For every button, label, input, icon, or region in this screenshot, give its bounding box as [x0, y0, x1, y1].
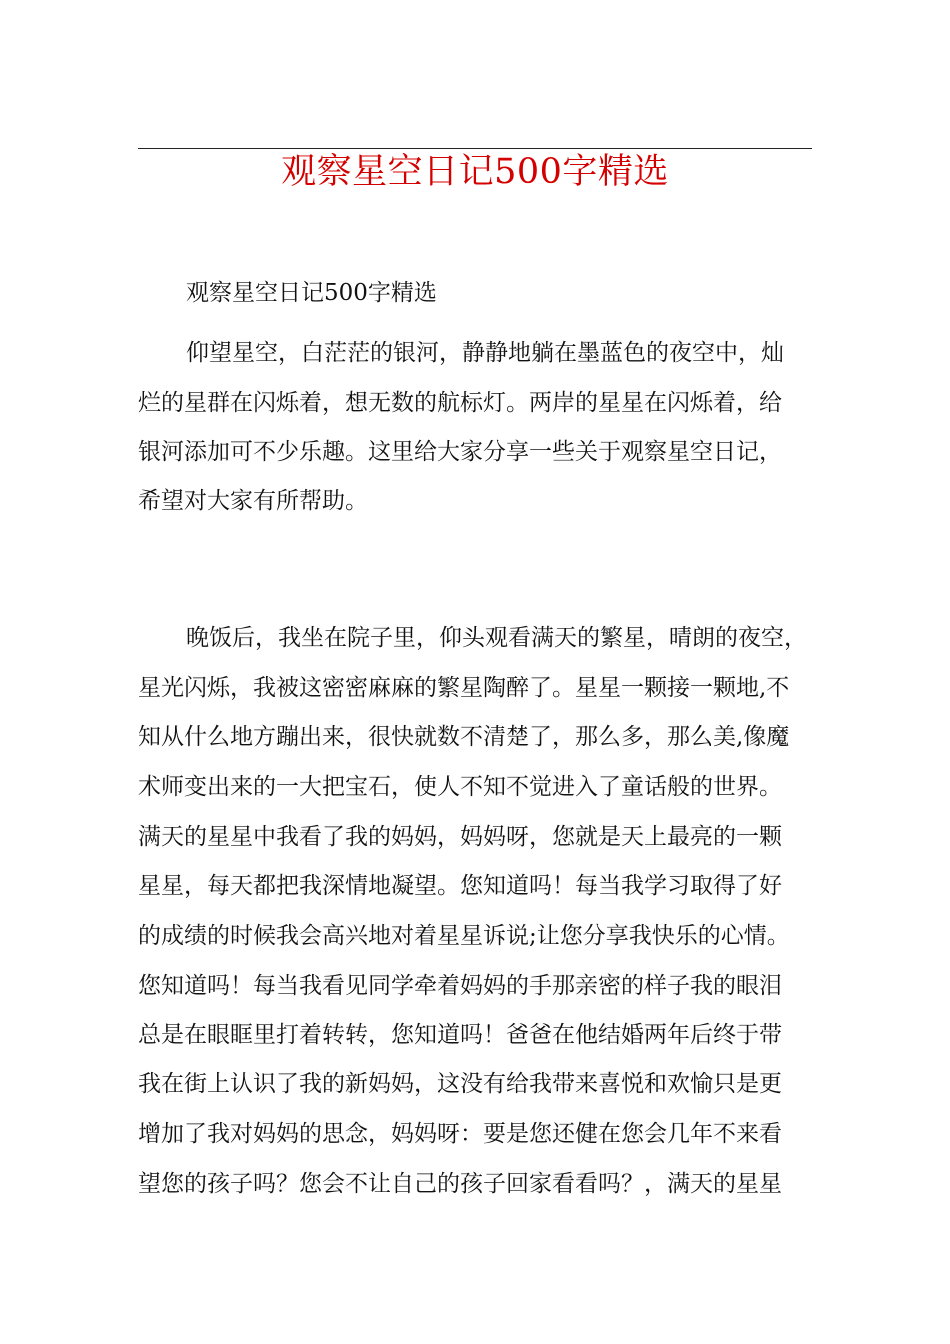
paragraph-line: 晚饭后，我坐在院子里，仰头观看满天的繁星，晴朗的夜空，	[186, 625, 807, 651]
paragraph-line: 术师变出来的一大把宝石，使人不知不觉进入了童话般的世界。	[138, 774, 782, 800]
document-subtitle: 观察星空日记500字精选	[186, 280, 437, 306]
paragraph-line: 银河添加可不少乐趣。这里给大家分享一些关于观察星空日记，	[138, 439, 782, 465]
paragraph-line: 希望对大家有所帮助。	[138, 488, 368, 514]
paragraph-line: 我在街上认识了我的新妈妈，这没有给我带来喜悦和欢愉只是更	[138, 1071, 782, 1097]
paragraph-line: 星光闪烁，我被这密密麻麻的繁星陶醉了。星星一颗接一颗地,不	[138, 675, 790, 701]
paragraph-line: 烂的星群在闪烁着，想无数的航标灯。两岸的星星在闪烁着，给	[138, 390, 782, 416]
paragraph-line: 您知道吗！每当我看见同学牵着妈妈的手那亲密的样子我的眼泪	[138, 973, 782, 999]
paragraph-line: 总是在眼眶里打着转转，您知道吗！爸爸在他结婚两年后终于带	[138, 1022, 782, 1048]
paragraph-line: 星星，每天都把我深情地凝望。您知道吗！每当我学习取得了好	[138, 873, 782, 899]
document-title: 观察星空日记500字精选	[281, 152, 669, 192]
paragraph-line: 望您的孩子吗？您会不让自己的孩子回家看看吗？，满天的星星	[138, 1171, 782, 1197]
paragraph-line: 仰望星空，白茫茫的银河，静静地躺在墨蓝色的夜空中，灿	[186, 340, 784, 366]
paragraph-line: 增加了我对妈妈的思念，妈妈呀：要是您还健在您会几年不来看	[138, 1121, 782, 1147]
paragraph-line: 满天的星星中我看了我的妈妈，妈妈呀，您就是天上最亮的一颗	[138, 824, 782, 850]
paragraph-line: 的成绩的时候我会高兴地对着星星诉说;让您分享我快乐的心情。	[138, 923, 790, 949]
paragraph-line: 知从什么地方蹦出来，很快就数不清楚了，那么多，那么美,像魔	[138, 724, 790, 750]
